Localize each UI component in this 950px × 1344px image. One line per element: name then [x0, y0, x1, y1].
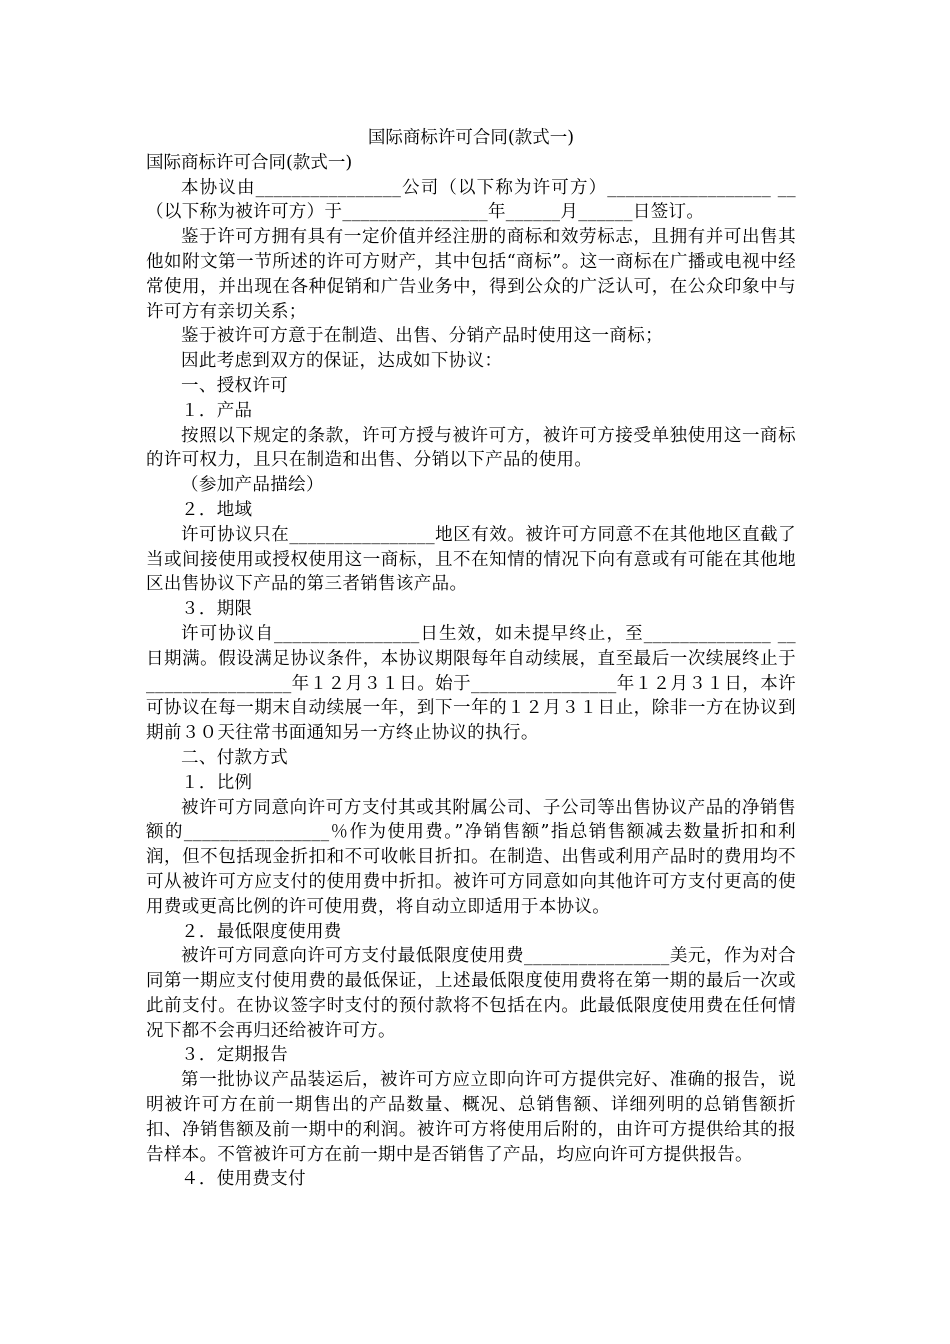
paragraph-parties: 本协议由________________公司（以下称为许可方）__________________ __（以下称为被许可方）于________________年______月______日签订。	[146, 177, 796, 223]
document-subtitle: 国际商标许可合同(款式一)	[146, 152, 353, 173]
paragraph-rate: 被许可方同意向许可方支付其或其附属公司、子公司等出售协议产品的净销售额的________________％作为使用费。”净销售额”指总销售额减去数量折扣和利润，但不包括现金折扣和不可收帐目折扣。在制造、出售或利用产品时的费用均不可从被许可方应支付的使用费中折扣。被许可方同意如向其他许可方支付更高的使用费或更高比例的许可使用费，将自动立即适用于本协议。	[146, 797, 796, 917]
paragraph-product-description: （参加产品描绘）	[181, 475, 324, 496]
clause-heading-term: ３．期限	[181, 599, 253, 620]
paragraph-territory: 许可协议只在________________地区有效。被许可方同意不在其他地区直截了当或间接使用或授权使用这一商标，且不在知情的情况下向有意或有可能在其他地区出售协议下产品的第三者销售该产品。	[146, 524, 796, 595]
section-heading-payment: 二、付款方式	[181, 747, 289, 768]
document-page	[146, 126, 796, 1192]
document-title: 国际商标许可合同(款式一)	[367, 128, 575, 148]
clause-heading-periodic-reports: ３．定期报告	[181, 1045, 289, 1066]
clause-heading-royalty-payment: ４．使用费支付	[181, 1169, 306, 1190]
clause-heading-rate: １．比例	[181, 772, 253, 793]
paragraph-term: 许可协议自________________日生效，如未提早终止，至______________ __日期满。假设满足协议条件，本协议期限每年自动续展，直至最后一次续展终止于________________年１２月３１日。始于________________年１２月３１日，本许可协议在每一期末自动续展一年，到下一年的１２月３１日止，除非一方在协议到期前３０天往常书面通知另一方终止协议的执行。	[146, 623, 796, 744]
paragraph-periodic-reports: 第一批协议产品装运后，被许可方应立即向许可方提供完好、准确的报告，说明被许可方在前一期售出的产品数量、概况、总销售额、详细列明的总销售额折扣、净销售额及前一期中的利润。被许可方将使用后附的，由许可方提供给其的报告样本。不管被许可方在前一期中是否销售了产品，均应向许可方提供报告。	[146, 1070, 796, 1165]
clause-heading-minimum-royalty: ２．最低限度使用费	[181, 921, 342, 942]
paragraph-recital-licensee: 鉴于被许可方意于在制造、出售、分销产品时使用这一商标；	[181, 326, 663, 347]
paragraph-minimum-royalty: 被许可方同意向许可方支付最低限度使用费________________美元，作为对合同第一期应支付使用费的最低保证，上述最低限度使用费将在第一期的最后一次或此前支付。在协议签字时支付的预付款将不包括在内。此最低限度使用费在任何情况下都不会再归还给被许可方。	[146, 946, 796, 1041]
section-heading-grant: 一、授权许可	[181, 375, 289, 396]
paragraph-agreement-intro: 因此考虑到双方的保证，达成如下协议：	[181, 351, 503, 372]
paragraph-products: 按照以下规定的条款，许可方授与被许可方，被许可方接受单独使用这一商标的许可权力，且只在制造和出售、分销以下产品的使用。	[146, 425, 796, 471]
clause-heading-products: １．产品	[181, 400, 253, 421]
clause-heading-territory: ２．地域	[181, 499, 253, 520]
paragraph-recital-trademark: 鉴于许可方拥有具有一定价值并经注册的商标和效劳标志，且拥有并可出售其他如附文第一节所述的许可方财产，其中包括“商标”。这一商标在广播或电视中经常使用，并出现在各种促销和广告业务中，得到公众的广泛认可，在公众印象中与许可方有亲切关系；	[146, 227, 796, 322]
